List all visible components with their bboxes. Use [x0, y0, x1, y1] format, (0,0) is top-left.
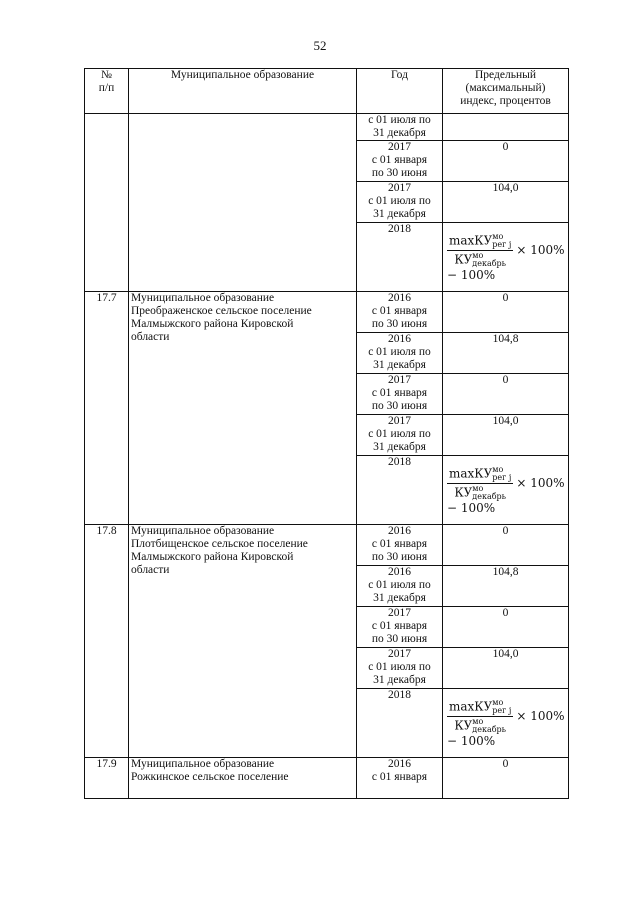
year-value: 2016 [388, 758, 411, 770]
formula-numerator-main: maxКУ [449, 466, 493, 481]
table-row [85, 758, 569, 799]
year-cell [357, 223, 443, 292]
year-value: 2016 [388, 525, 411, 537]
index-formula [445, 456, 566, 515]
year-cell [357, 456, 443, 525]
year-value: 2017 [388, 607, 411, 619]
header-municipality: Муниципальное образование [129, 69, 357, 114]
year-cell [357, 607, 443, 648]
formula-denominator-sub: декабрь [472, 492, 507, 501]
header-year: Год [357, 69, 443, 114]
page-number: 52 [313, 38, 327, 53]
formula-denominator-indices [472, 252, 506, 268]
formula-numerator-indices [492, 466, 511, 482]
index-cell [443, 415, 569, 456]
period-line: с 01 января [371, 620, 428, 632]
formula-denominator-sup: мо [472, 251, 484, 260]
period-line: 31 декабря [373, 441, 426, 453]
formula-fraction [447, 699, 513, 734]
formula-numerator-sup: мо [492, 465, 504, 474]
year-value: 2018 [388, 223, 411, 235]
municipality-name-line: Малмыжского района Кировской [131, 318, 294, 330]
table-row [85, 525, 569, 566]
formula-denominator-indices [472, 718, 506, 734]
index-cell [443, 566, 569, 607]
period-line: с 01 июля по [368, 428, 431, 440]
period-line: с 01 января [371, 154, 428, 166]
year-value: 2017 [388, 415, 411, 427]
formula-minus-100: − 100% [447, 268, 496, 282]
index-value: 0 [502, 292, 509, 304]
index-cell [443, 758, 569, 799]
period-line: с 01 января [371, 771, 428, 783]
tariff-index-table [84, 68, 569, 799]
formula-numerator-indices [492, 233, 511, 249]
municipality-name-line: Рожкинское сельское поселение [131, 771, 289, 783]
year-value: 2018 [388, 456, 411, 468]
row-number-cell [85, 292, 129, 525]
period-line: с 01 января [371, 538, 428, 550]
year-value: 2016 [388, 292, 411, 304]
period-line: с 01 января [371, 305, 428, 317]
formula-denominator [447, 484, 513, 501]
row-number: 17.7 [96, 292, 117, 304]
table-body [85, 114, 569, 799]
year-value: 2016 [388, 566, 411, 578]
formula-denominator-main: КУ [454, 718, 473, 733]
year-cell [357, 566, 443, 607]
period-line: 31 декабря [373, 127, 426, 139]
formula-numerator-main: maxКУ [449, 233, 493, 248]
period-line: 31 декабря [373, 359, 426, 371]
index-formula [445, 223, 566, 282]
year-value: 2017 [388, 141, 411, 153]
formula-times-100: × 100% [516, 476, 565, 490]
period-line: 31 декабря [373, 592, 426, 604]
index-formula [445, 689, 566, 748]
municipality-name-line: Муниципальное образование [131, 525, 275, 537]
index-value: 0 [502, 525, 509, 537]
index-value: 0 [502, 374, 509, 386]
index-value: 104,8 [492, 566, 519, 578]
year-cell [357, 758, 443, 799]
period-line: с 01 июля по [368, 579, 431, 591]
municipality-cell [129, 758, 357, 799]
formula-denominator [447, 717, 513, 734]
index-value: 0 [502, 141, 509, 153]
index-value: 104,0 [492, 648, 519, 660]
year-cell [357, 141, 443, 182]
municipality-cell [129, 114, 357, 292]
index-cell [443, 689, 569, 758]
text-line: (максимальный) [465, 82, 546, 94]
formula-numerator-sup: мо [492, 232, 504, 241]
text-line: индекс, процентов [460, 95, 551, 107]
year-value: 2018 [388, 689, 411, 701]
table-header-row [85, 69, 569, 114]
period-line: по 30 июня [371, 633, 428, 645]
period-line: по 30 июня [371, 400, 428, 412]
year-cell [357, 292, 443, 333]
period-line: 31 декабря [373, 208, 426, 220]
year-cell [357, 525, 443, 566]
index-cell [443, 607, 569, 648]
formula-times-100: × 100% [516, 709, 565, 723]
year-cell [357, 333, 443, 374]
municipality-name-line: Малмыжского района Кировской [131, 551, 294, 563]
formula-denominator-main: КУ [454, 252, 473, 267]
formula-denominator-sup: мо [472, 484, 484, 493]
municipality-name-line: области [131, 564, 170, 576]
row-number-cell [85, 114, 129, 292]
index-cell [443, 292, 569, 333]
formula-numerator [447, 233, 513, 251]
index-cell [443, 456, 569, 525]
year-value: 2016 [388, 333, 411, 345]
index-cell [443, 374, 569, 415]
municipality-cell [129, 292, 357, 525]
formula-numerator-sub: рег j [492, 706, 512, 715]
period-line: 31 декабря [373, 674, 426, 686]
formula-numerator-sub: рег j [492, 473, 512, 482]
municipality-name-line: области [131, 331, 170, 343]
formula-fraction [447, 466, 513, 501]
year-cell [357, 648, 443, 689]
formula-numerator [447, 699, 513, 717]
year-value: 2017 [388, 374, 411, 386]
text-line: № [101, 69, 112, 81]
index-value: 104,0 [492, 415, 519, 427]
header-num [85, 69, 129, 114]
formula-denominator-sub: декабрь [472, 259, 507, 268]
index-cell [443, 525, 569, 566]
year-cell [357, 415, 443, 456]
formula-minus-100: − 100% [447, 734, 496, 748]
period-line: с 01 июля по [368, 661, 431, 673]
municipality-name-line: Преображенское сельское поселение [131, 305, 312, 317]
formula-fraction [447, 233, 513, 268]
municipality-name-line: Муниципальное образование [131, 758, 275, 770]
row-number: 17.9 [96, 758, 117, 770]
index-value: 0 [502, 607, 509, 619]
formula-minus-100: − 100% [447, 501, 496, 515]
index-cell [443, 223, 569, 292]
formula-numerator-sub: рег j [492, 240, 512, 249]
municipality-cell [129, 525, 357, 758]
formula-times-100: × 100% [516, 243, 565, 257]
table-row [85, 292, 569, 333]
table-row [85, 114, 569, 141]
year-cell [357, 374, 443, 415]
formula-numerator-sup: мо [492, 698, 504, 707]
year-value: 2017 [388, 182, 411, 194]
row-number-cell [85, 525, 129, 758]
formula-numerator [447, 466, 513, 484]
formula-denominator-indices [472, 485, 506, 501]
year-value: 2017 [388, 648, 411, 660]
index-cell [443, 141, 569, 182]
index-value: 104,0 [492, 182, 519, 194]
index-value: 104,8 [492, 333, 519, 345]
year-cell [357, 689, 443, 758]
header-index [443, 69, 569, 114]
period-line: с 01 января [371, 387, 428, 399]
period-line: с 01 июля по [368, 195, 431, 207]
year-cell [357, 114, 443, 141]
index-value: 0 [502, 758, 509, 770]
index-cell [443, 333, 569, 374]
period-line: с 01 июля по [368, 114, 431, 126]
index-cell [443, 114, 569, 141]
period-line: по 30 июня [371, 318, 428, 330]
formula-denominator-sub: декабрь [472, 725, 507, 734]
municipality-name-line: Муниципальное образование [131, 292, 275, 304]
formula-denominator-main: КУ [454, 485, 473, 500]
period-line: с 01 июля по [368, 346, 431, 358]
index-cell [443, 648, 569, 689]
period-line: по 30 июня [371, 551, 428, 563]
formula-numerator-indices [492, 699, 511, 715]
municipality-name-line: Плотбищенское сельское поселение [131, 538, 308, 550]
formula-numerator-main: maxКУ [449, 699, 493, 714]
formula-denominator [447, 251, 513, 268]
text-line: п/п [98, 82, 115, 94]
row-number: 17.8 [96, 525, 117, 537]
index-cell [443, 182, 569, 223]
formula-denominator-sup: мо [472, 717, 484, 726]
period-line: по 30 июня [371, 167, 428, 179]
row-number-cell [85, 758, 129, 799]
year-cell [357, 182, 443, 223]
text-line: Предельный [475, 69, 536, 81]
